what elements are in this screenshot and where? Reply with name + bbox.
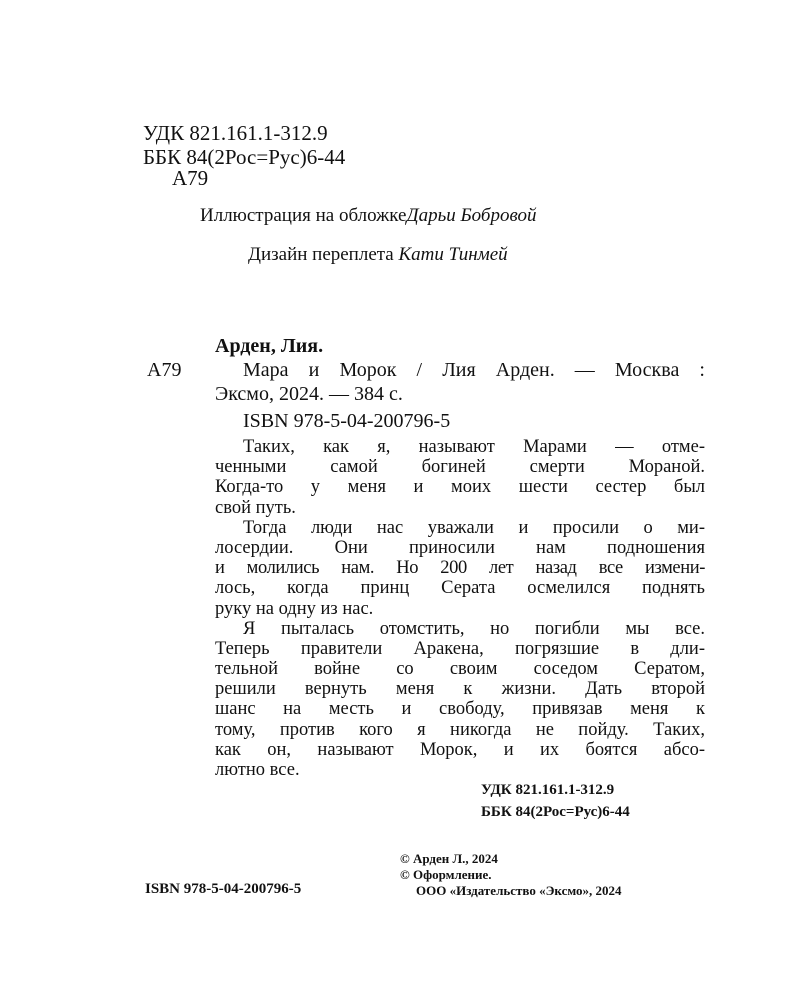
illustration-label: Иллюстрация на обложке [200, 205, 407, 226]
annotation-line: свой путь. [215, 497, 296, 518]
annotation-line: руку на одну из нас. [215, 598, 374, 619]
annotation-line: лютно все. [215, 760, 300, 780]
annotation-line: ченными самой богиней смерти Мораной. [215, 457, 705, 478]
record-isbn: ISBN 978-5-04-200796-5 [243, 410, 451, 432]
footer-bbk: ББК 84(2Рос=Рус)6-44 [481, 804, 630, 820]
record-code: А79 [147, 359, 182, 381]
author-mark: А79 [172, 166, 209, 190]
annotation-line: Я пыталась отомстить, но погибли мы все. [243, 618, 705, 639]
annotation-line: и молились нам. Но 200 лет назад все измени- [215, 558, 705, 579]
record-title: Мара и Морок / Лия Арден. — Москва : [243, 359, 705, 381]
design-label: Дизайн переплета [248, 244, 394, 265]
annotation-line: шанс на месть и свободу, привязав меня к [215, 699, 705, 720]
record-author: Арден, Лия. [215, 335, 324, 357]
annotation-line: тельной войне со своим соседом Сератом, [215, 659, 705, 680]
annotation [215, 437, 705, 780]
illustration-credit [200, 206, 536, 225]
design-author: Кати Тинмей [398, 244, 508, 265]
udk-code: УДК 821.161.1-312.9 [143, 121, 328, 145]
record-publisher: Эксмо, 2024. — 384 с. [215, 383, 403, 405]
annotation-line: Когда-то у меня и моих шести сестер был [215, 477, 705, 498]
copyright-design: © Оформление. [400, 867, 492, 882]
annotation-line: решили вернуть меня к жизни. Дать второй [215, 679, 705, 700]
annotation-line: лосердии. Они приносили нам подношения [215, 537, 705, 558]
design-credit [248, 245, 508, 264]
copyright-publisher: ООО «Издательство «Эксмо», 2024 [416, 883, 622, 898]
annotation-line: тому, против кого я никогда не пойду. Таких, [215, 719, 705, 740]
copyright-author: © Арден Л., 2024 [400, 851, 498, 866]
illustration-author: Дарьи Бобровой [406, 205, 537, 226]
annotation-line: лось, когда принц Серата осмелился поднять [215, 578, 705, 599]
annotation-line: Теперь правители Аракена, погрязшие в дли- [215, 638, 705, 659]
footer-isbn: ISBN 978-5-04-200796-5 [145, 881, 302, 897]
annotation-line: как он, называют Морок, и их боятся абсо- [215, 739, 705, 760]
annotation-line: Тогда люди нас уважали и просили о ми- [243, 517, 705, 538]
annotation-line: Таких, как я, называют Марами — отме- [243, 437, 705, 457]
bbk-code: ББК 84(2Рос=Рус)6-44 [143, 145, 346, 169]
footer-udk: УДК 821.161.1-312.9 [481, 782, 615, 798]
